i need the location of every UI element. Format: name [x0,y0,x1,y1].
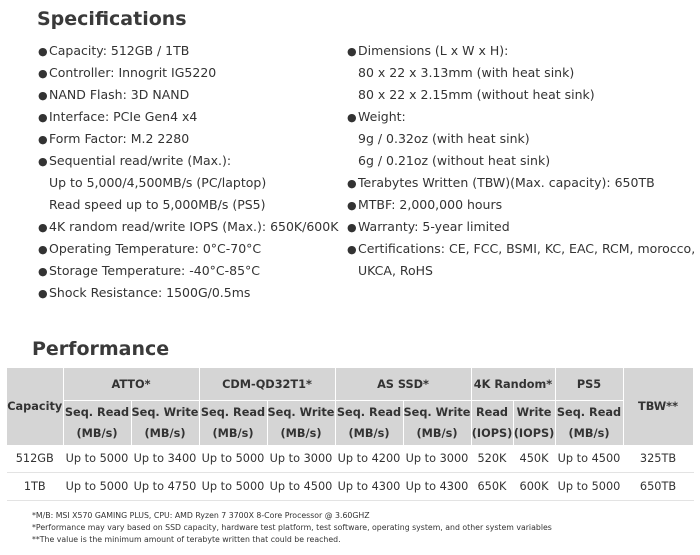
spec-item [38,150,338,172]
performance-title: Performance [32,338,170,360]
bullet-icon: ● [38,45,48,58]
spec-text: Certifications: CE, FCC, BSMI, KC, EAC, RCM, morocco, [358,241,696,256]
spec-text: Terabytes Written (TBW)(Max. capacity): 650TB [358,175,655,190]
subheader-line: Seq. Write [403,406,471,419]
specs-left-column [38,40,338,304]
subheader-line: (MB/s) [144,427,186,440]
spec-item [38,282,338,304]
table-cell: 650K [471,473,513,501]
spec-text: Dimensions (L x W x H): [358,43,509,58]
spec-text: Shock Resistance: 1500G/0.5ms [49,285,251,300]
spec-text: Up to 5,000/4,500MB/s (PC/laptop) [49,175,267,190]
spec-item [347,62,695,84]
performance-table [7,368,694,501]
subheader-line: (MB/s) [416,427,458,440]
table-cell: 520K [471,445,513,473]
spec-item [38,260,338,282]
spec-item [38,216,338,238]
spec-text: Controller: Innogrit IG5220 [49,65,217,80]
table-row [7,473,693,501]
bullet-icon: ● [38,287,48,300]
spec-item [347,260,695,282]
subheader-line: Write [516,406,552,419]
table-cell: Up to 5000 [63,445,131,473]
bullet-icon: ● [347,177,357,190]
spec-text: Capacity: 512GB / 1TB [49,43,190,58]
table-cell: Up to 4300 [403,473,471,501]
bullet-icon: ● [38,133,48,146]
table-cell: Up to 4300 [335,473,403,501]
spec-text: UKCA, RoHS [358,263,433,278]
bullet-icon: ● [347,199,357,212]
spec-item [38,172,338,194]
bullet-icon: ● [347,45,357,58]
table-subheader-row [7,401,693,446]
group-header-4k-random: 4K Random* [471,368,555,401]
spec-item [347,238,695,260]
subheader-line: (IOPS) [513,427,555,440]
column-subheader [555,401,623,446]
spec-text: Read speed up to 5,000MB/s (PS5) [49,197,266,212]
specifications-title: Specifications [37,8,187,30]
spec-text: Weight: [358,109,406,124]
spec-text: Sequential read/write (Max.): [49,153,232,168]
spec-item [347,194,695,216]
spec-item [38,194,338,216]
spec-item [38,128,338,150]
capacity-cell: 512GB [7,445,63,473]
table-cell: Up to 3400 [131,445,199,473]
spec-text: Warranty: 5-year limited [358,219,510,234]
table-cell: Up to 4500 [555,445,623,473]
spec-item [347,172,695,194]
column-subheader [513,401,555,446]
spec-text: Storage Temperature: -40°C-85°C [49,263,261,278]
subheader-line: (MB/s) [212,427,254,440]
capacity-cell: 1TB [7,473,63,501]
group-header-atto: ATTO* [63,368,199,401]
table-cell: Up to 5000 [555,473,623,501]
bullet-icon: ● [38,111,48,124]
spec-item [347,128,695,150]
bullet-icon: ● [347,111,357,124]
spec-text: 4K random read/write IOPS (Max.): 650K/600K [49,219,339,234]
column-subheader [403,401,471,446]
bullet-icon: ● [38,155,48,168]
table-cell: Up to 3000 [267,445,335,473]
subheader-line: (MB/s) [280,427,322,440]
spec-text: Form Factor: M.2 2280 [49,131,190,146]
footnote: **The value is the minimum amount of terabyte written that could be reached. [32,535,341,544]
spec-text: Interface: PCIe Gen4 x4 [49,109,198,124]
spec-text: NAND Flash: 3D NAND [49,87,190,102]
subheader-line: Read [475,406,509,419]
bullet-icon: ● [38,89,48,102]
table-cell: 450K [513,445,555,473]
subheader-line: (MB/s) [348,427,390,440]
group-header-ps5: PS5 [555,368,623,401]
capacity-header: Capacity [7,368,63,445]
column-subheader [131,401,199,446]
spec-text: Operating Temperature: 0°C-70°C [49,241,262,256]
subheader-line: Seq. Read [64,406,130,419]
spec-item [38,238,338,260]
spec-text: 6g / 0.21oz (without heat sink) [358,153,551,168]
spec-item [347,150,695,172]
tbw-header: TBW** [623,368,693,445]
footnote: *Performance may vary based on SSD capacity, hardware test platform, test software, operating system, and other system variables [32,523,552,532]
column-subheader [471,401,513,446]
table-cell: Up to 4200 [335,445,403,473]
table-cell: Up to 5000 [199,473,267,501]
spec-item [38,40,338,62]
table-group-header-row [7,368,693,401]
group-header-as-ssd: AS SSD* [335,368,471,401]
table-cell: 650TB [623,473,693,501]
table-cell: Up to 4500 [267,473,335,501]
spec-text: MTBF: 2,000,000 hours [358,197,503,212]
subheader-line: Seq. Read [200,406,266,419]
table-cell: Up to 5000 [63,473,131,501]
subheader-line: (MB/s) [76,427,118,440]
bullet-icon: ● [38,67,48,80]
column-subheader [199,401,267,446]
table-cell: Up to 4750 [131,473,199,501]
footnote: *M/B: MSI X570 GAMING PLUS, CPU: AMD Ryzen 7 3700X 8-Core Processor @ 3.60GHZ [32,511,370,520]
spec-text: 80 x 22 x 2.15mm (without heat sink) [358,87,595,102]
column-subheader [63,401,131,446]
subheader-line: (IOPS) [471,427,513,440]
bullet-icon: ● [38,221,48,234]
table-cell: 600K [513,473,555,501]
bullet-icon: ● [38,265,48,278]
subheader-line: Seq. Read [556,406,622,419]
specs-right-column [347,40,695,282]
table-cell: 325TB [623,445,693,473]
spec-text: 9g / 0.32oz (with heat sink) [358,131,530,146]
spec-item [38,62,338,84]
spec-item [347,40,695,62]
bullet-icon: ● [347,243,357,256]
group-header-cdm: CDM-QD32T1* [199,368,335,401]
footnotes [32,510,552,546]
table-row [7,445,693,473]
table-cell: Up to 3000 [403,445,471,473]
spec-item [38,106,338,128]
spec-item [347,216,695,238]
spec-item [38,84,338,106]
bullet-icon: ● [38,243,48,256]
table-cell: Up to 5000 [199,445,267,473]
column-subheader [335,401,403,446]
subheader-line: Seq. Read [336,406,402,419]
subheader-line: Seq. Write [267,406,335,419]
subheader-line: (MB/s) [568,427,610,440]
spec-text: 80 x 22 x 3.13mm (with heat sink) [358,65,575,80]
spec-item [347,84,695,106]
column-subheader [267,401,335,446]
subheader-line: Seq. Write [131,406,199,419]
spec-item [347,106,695,128]
bullet-icon: ● [347,221,357,234]
